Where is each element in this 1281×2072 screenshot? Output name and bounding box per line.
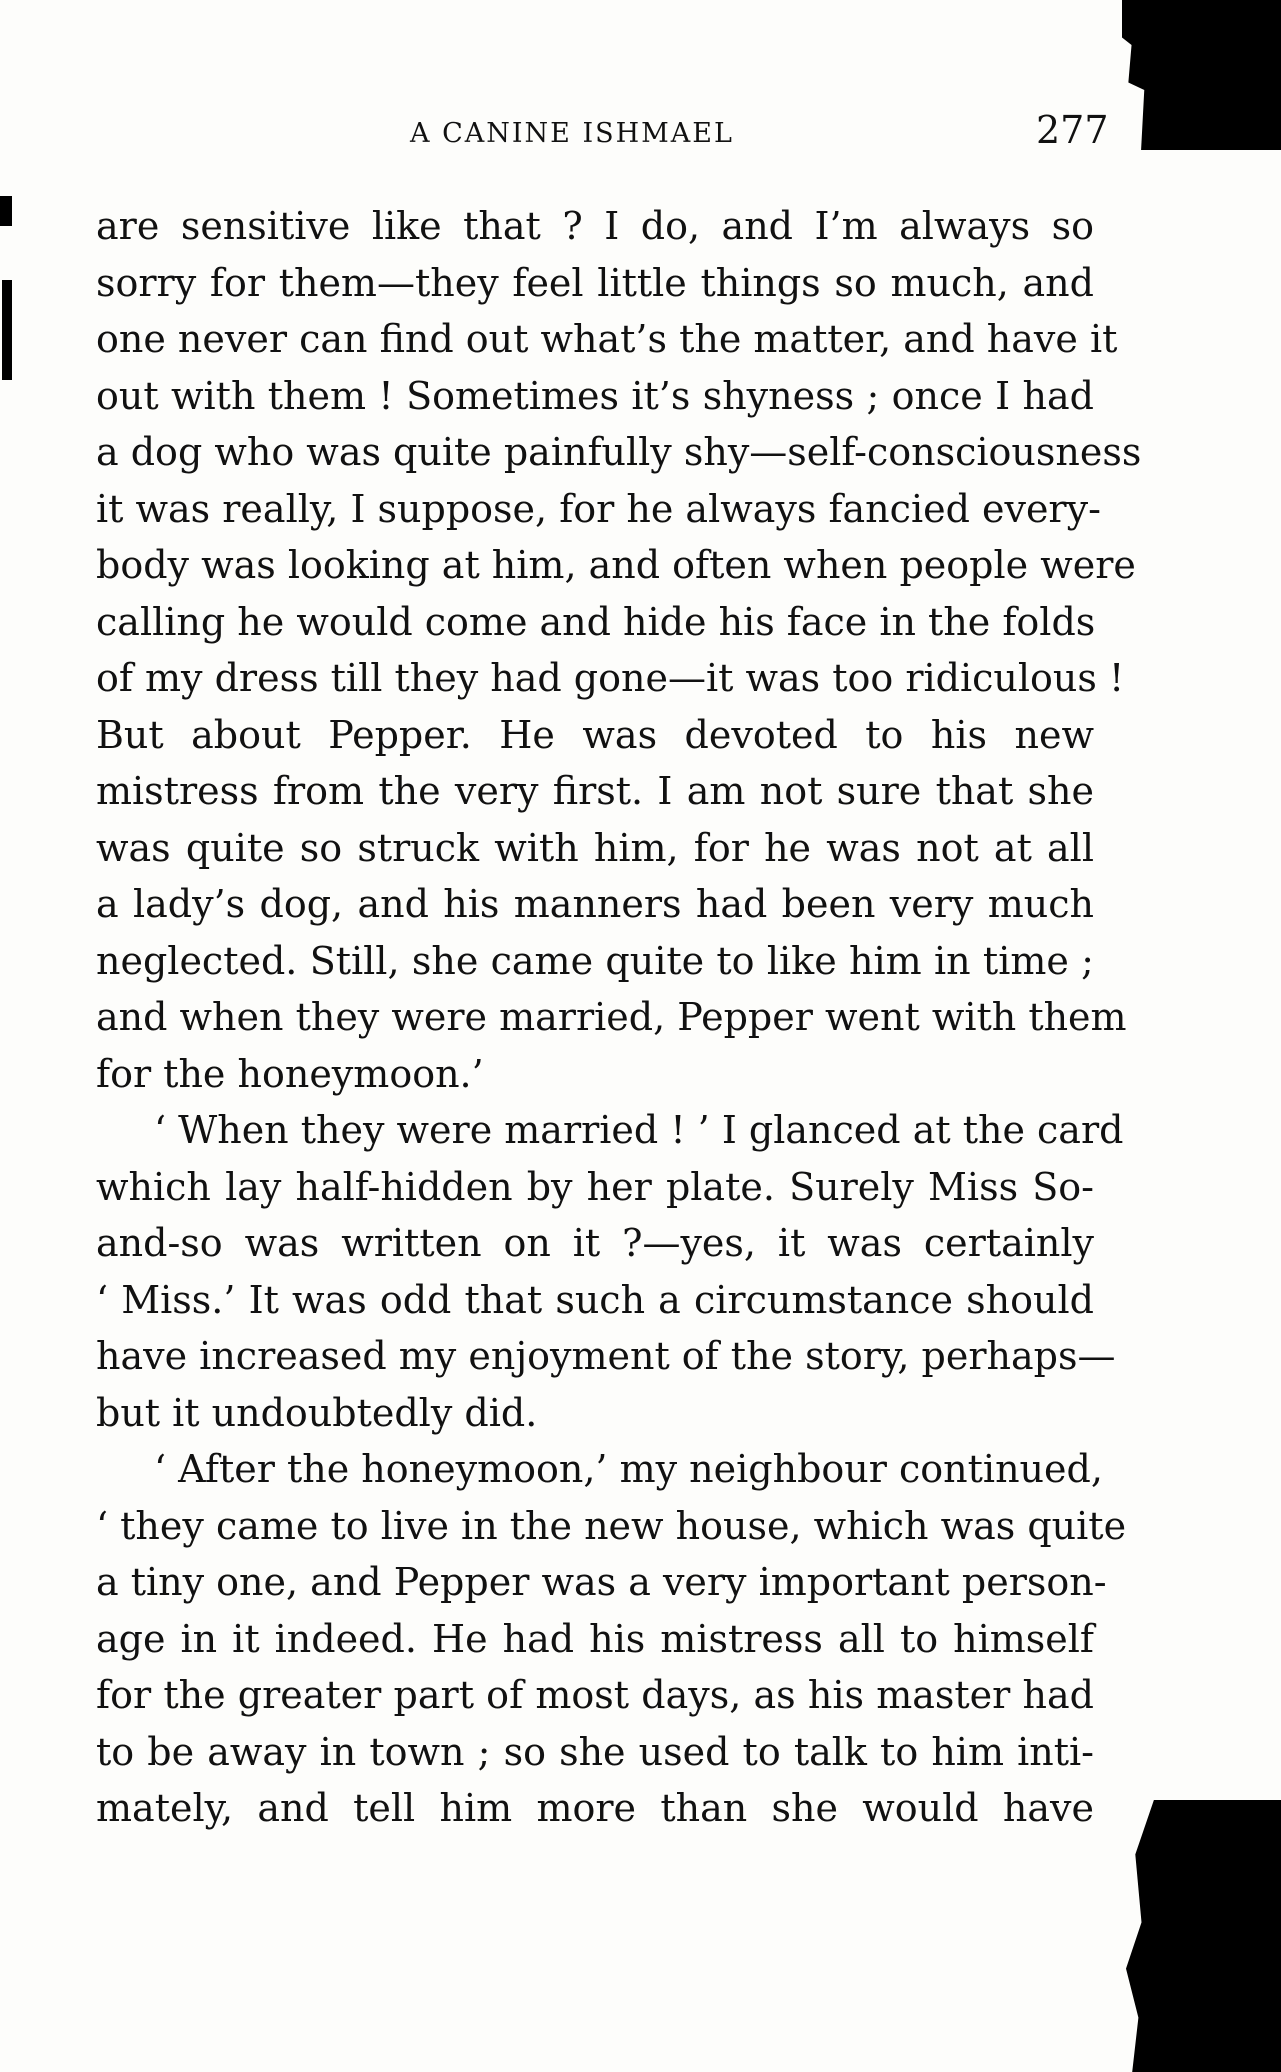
text-line: but it undoubtedly did. [96,1390,538,1435]
text-line: which lay half-hidden by her plate. Surely Miss So- [96,1164,1094,1209]
text-line: to be away in town ; so she used to talk to him inti- [96,1729,1094,1774]
text-line: body was looking at him, and often when people were [96,543,1136,587]
scan-edge-mark [0,196,12,226]
text-line: of my dress till they had gone—it was too ridiculous ! [96,656,1125,700]
scan-edge-shadow-top [1122,0,1281,150]
scan-edge-mark [2,280,12,380]
running-head-title: A CANINE ISHMAEL [410,118,734,149]
text-line: for the honeymoon.’ [96,1051,484,1096]
text-line: neglected. Still, she came quite to like him in time ; [96,938,1094,983]
text-line: one never can find out what’s the matter, and have it [96,317,1118,361]
text-line: a dog who was quite painfully shy—self-consciousness [96,430,1142,474]
text-line: out with them ! Sometimes it’s shyness ; once I had [96,373,1094,418]
text-line: and when they were married, Pepper went with them [96,995,1127,1039]
body-text [96,198,1142,1837]
text-line: ‘ Miss.’ It was odd that such a circumstance should [96,1277,1094,1322]
text-line: ‘ After the honeymoon,’ my neighbour continued, [154,1447,1103,1491]
page-number: 277 [1036,108,1109,152]
text-line: mistress from the very first. I am not sure that she [96,769,1094,813]
text-line: calling he would come and hide his face in the folds [96,599,1096,644]
text-line: are sensitive like that ? I do, and I’m always so [96,204,1094,248]
text-line: ‘ they came to live in the new house, which was quite [96,1503,1127,1548]
text-line: age in it indeed. He had his mistress all to himself [96,1616,1094,1661]
text-line: have increased my enjoyment of the story, perhaps— [96,1334,1116,1378]
text-line: ‘ When they were married ! ’ I glanced at the card [154,1108,1124,1152]
text-line: mately, and tell him more than she would have [96,1786,1094,1830]
scan-edge-shadow-bottom [1126,1800,1281,2072]
text-line: was quite so struck with him, for he was not at all [96,825,1094,870]
text-line: and-so was written on it ?—yes, it was certainly [96,1221,1094,1265]
text-line: But about Pepper. He was devoted to his new [96,712,1094,757]
text-line: a lady’s dog, and his manners had been very much [96,882,1094,926]
text-line: it was really, I suppose, for he always fancied every- [96,486,1101,531]
text-line: sorry for them—they feel little things so much, and [96,260,1094,305]
text-line: a tiny one, and Pepper was a very important person- [96,1560,1107,1604]
text-line: for the greater part of most days, as his master had [96,1673,1094,1717]
